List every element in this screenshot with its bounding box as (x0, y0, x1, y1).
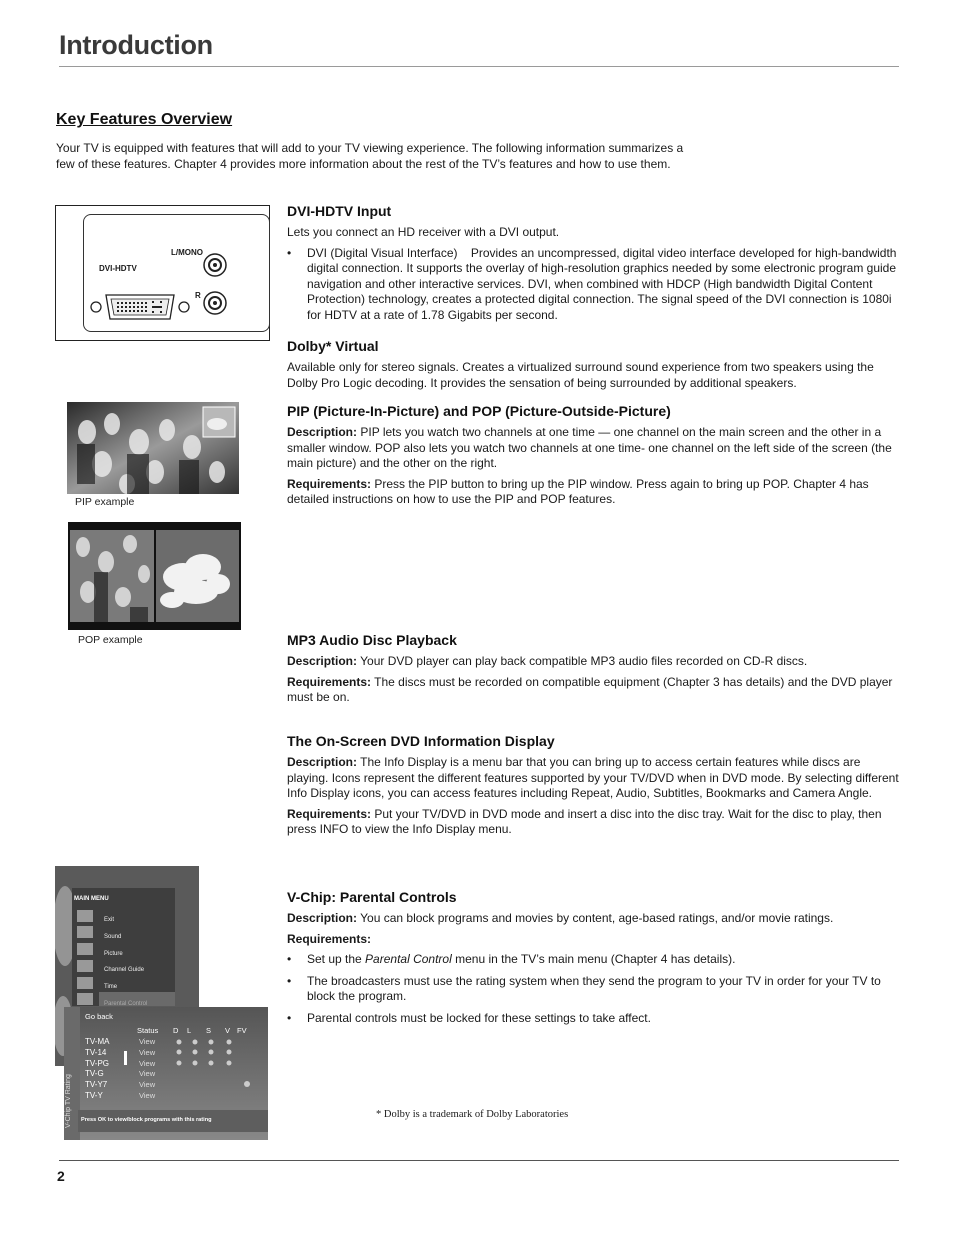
feature-vchip-description (287, 911, 899, 927)
vchip-bullet-1 (287, 952, 899, 968)
feature-mp3-title: MP3 Audio Disc Playback (287, 632, 457, 648)
page-title: Introduction (59, 30, 213, 60)
pip-req-text: Press the PIP button to bring up the PIP window. Press again to bring up POP. Chapter 4 has detailed instructions on how to use the PIP and POP features. (287, 476, 869, 506)
rating-status: View (139, 1080, 156, 1090)
menu-item: Exit (104, 917, 115, 923)
bullet-icon: • (287, 973, 292, 988)
feature-pip-title: PIP (Picture-In-Picture) and POP (Picture-Outside-Picture) (287, 403, 671, 419)
rating-row: TV-MA (85, 1037, 110, 1046)
req-label: Requirements: (287, 931, 372, 946)
rating-columns (137, 1026, 247, 1035)
page-number: 2 (57, 1168, 65, 1184)
vchip-b2-text: The broadcasters must use the rating system when they send the program to your TV in order for your TV to block the program. (307, 973, 881, 1003)
vchip-b1-pre: Set up the (307, 952, 366, 966)
dvi-bullet-label: DVI (Digital Visual Interface) (307, 245, 458, 260)
rating-row: TV-Y (85, 1090, 103, 1100)
vchip-menu-screenshot (55, 866, 268, 1140)
column-header: D (173, 1026, 179, 1035)
feature-dvi-title: DVI-HDTV Input (287, 203, 392, 219)
pip-caption: PIP example (75, 496, 135, 508)
menu-item: Channel Guide (104, 967, 145, 974)
req-label: Requirements: (287, 476, 372, 491)
dvi-bullet-text: Provides an uncompressed, digital video interface developed for high-bandwidth digital connection. It supports the overlay of high-resolution graphics needed by some electronic program guide navigation and other interactive services. DVI, when combined with HDCP (High bandwidth Digital Content Protection) technology, creates a protected digital connection. The signal speed of the DVI connection is 1080i for HDTV at a rate of 1.78 Gigabits per second. (307, 245, 897, 322)
rating-status: View (139, 1037, 156, 1046)
desc-label: Description: (287, 425, 358, 439)
feature-dvd-info (287, 733, 899, 838)
feature-dolby-title: Dolby* Virtual (287, 338, 379, 354)
feature-pip-description (287, 425, 899, 472)
menu-item: Time (104, 984, 118, 991)
rating-row: TV-Y7 (85, 1080, 108, 1090)
feature-dolby-text: Available only for stereo signals. Creates a virtualized surround sound experience from two speakers using the Dolby Pro Logic decoding. It provides the sensation of being surrounded by additional speakers. (287, 360, 874, 390)
feature-mp3-description (287, 654, 899, 670)
feature-dvi-bullet (287, 246, 899, 324)
desc-label: Description: (287, 911, 358, 925)
rating-status: View (139, 1090, 156, 1100)
rating-row: TV-G (85, 1069, 104, 1079)
footnote: * Dolby is a trademark of Dolby Laboratories (376, 1109, 569, 1120)
feature-dvd-title: The On-Screen DVD Information Display (287, 733, 555, 749)
vchip-req-heading (287, 932, 899, 948)
vchip-desc-text: You can block programs and movies by content, age-based ratings, and/or movie ratings. (360, 911, 834, 925)
header-divider (59, 66, 899, 67)
vchip-b1-post: menu in the TV’s main menu (Chapter 4 has details). (451, 952, 736, 966)
req-label: Requirements: (287, 674, 372, 689)
menu-item: Picture (104, 950, 123, 957)
intro-paragraph: Your TV is equipped with features that will add to your TV viewing experience. The following information summarizes a few of these features. Chapter 4 provides more information about the rest of the TV’s features and how to use them. (56, 141, 684, 171)
pop-example-image (68, 522, 241, 630)
vchip-side-label: V-Chip TV Rating (65, 1074, 72, 1128)
rating-status: View (139, 1058, 156, 1068)
pip-crowd-picture (67, 402, 239, 494)
column-header: FV (237, 1026, 247, 1035)
vchip-bullet-3 (287, 1011, 899, 1027)
desc-label: Description: (287, 654, 358, 668)
rating-row: TV-PG (85, 1058, 110, 1068)
bullet-icon: • (287, 245, 292, 260)
rating-status: View (139, 1069, 156, 1079)
rca-jacks-icon (202, 243, 230, 323)
menu-item: Parental Control (104, 1000, 148, 1007)
feature-vchip (287, 889, 899, 1026)
feature-mp3-requirements (287, 675, 899, 706)
dvd-desc-text: The Info Display is a menu bar that you can bring up to access certain features while discs are playing. Icons represent the different features supported by your TV/DVD when in DVD mode. By selecting different Info Display icons, you can access features including Repeat, Audio, Subtitles, Bookmarks and Camera Angle. (287, 755, 899, 800)
menu-items-list (104, 912, 147, 1013)
mp3-req-text: The discs must be recorded on compatible equipment (Chapter 3 has details) and the DVD player must be on. (287, 674, 893, 704)
menu-go-back: Go back (85, 1012, 113, 1021)
menu-item: Sound (104, 933, 122, 940)
rating-status-list (139, 1037, 155, 1102)
feature-dvd-requirements (287, 807, 899, 838)
pop-caption: POP example (78, 634, 143, 646)
feature-pip-requirements (287, 477, 899, 508)
vchip-b3-text: Parental controls must be locked for these settings to take affect. (307, 1010, 651, 1025)
column-header: S (206, 1026, 212, 1035)
mp3-desc-text: Your DVD player can play back compatible MP3 audio files recorded on CD-R discs. (360, 654, 808, 668)
vchip-bullet-2 (287, 974, 899, 1005)
pop-split-picture (68, 522, 241, 630)
lmono-label: L/MONO (171, 248, 203, 257)
rating-list (85, 1037, 109, 1102)
pip-desc-text: PIP lets you watch two channels at one time — one channel on the main screen and the other in a smaller window. POP also lets you watch two channels at one time- one channel on the left side of the screen (the main picture) and the other on the right. (287, 425, 892, 470)
feature-mp3 (287, 632, 899, 706)
feature-dvi-text: Lets you connect an HD receiver with a DVI output. (287, 225, 560, 239)
column-header: Status (137, 1026, 159, 1035)
dvi-panel-illustration (55, 205, 270, 341)
vchip-b1-emphasis: Parental Control (365, 952, 452, 966)
bullet-icon: • (287, 1010, 292, 1025)
dvd-req-text: Put your TV/DVD in DVD mode and insert a disc into the disc tray. Wait for the disc to play, then press INFO to view the Info Display menu. (287, 806, 882, 836)
menu-main-title: MAIN MENU (74, 896, 109, 902)
column-header: V (225, 1026, 231, 1035)
r-label: R (195, 291, 201, 300)
rating-row: TV-14 (85, 1047, 107, 1057)
dvi-panel-plate (83, 214, 270, 332)
pip-example-image (67, 402, 239, 494)
dvi-connector-icon (88, 291, 192, 323)
dvi-label: DVI-HDTV (99, 264, 137, 273)
menu-footer-hint: Press OK to view/block programs with this rating (81, 1117, 212, 1123)
feature-dvd-description (287, 755, 899, 802)
desc-label: Description: (287, 755, 358, 769)
req-label: Requirements: (287, 806, 372, 821)
section-title: Key Features Overview (56, 111, 233, 128)
column-header: L (187, 1026, 192, 1035)
feature-dvi (287, 203, 899, 323)
feature-dolby (287, 338, 899, 391)
footer-divider (59, 1160, 899, 1161)
rating-status: View (139, 1047, 156, 1057)
feature-vchip-title: V-Chip: Parental Controls (287, 889, 457, 905)
feature-pip (287, 403, 899, 508)
bullet-icon: • (287, 952, 292, 966)
